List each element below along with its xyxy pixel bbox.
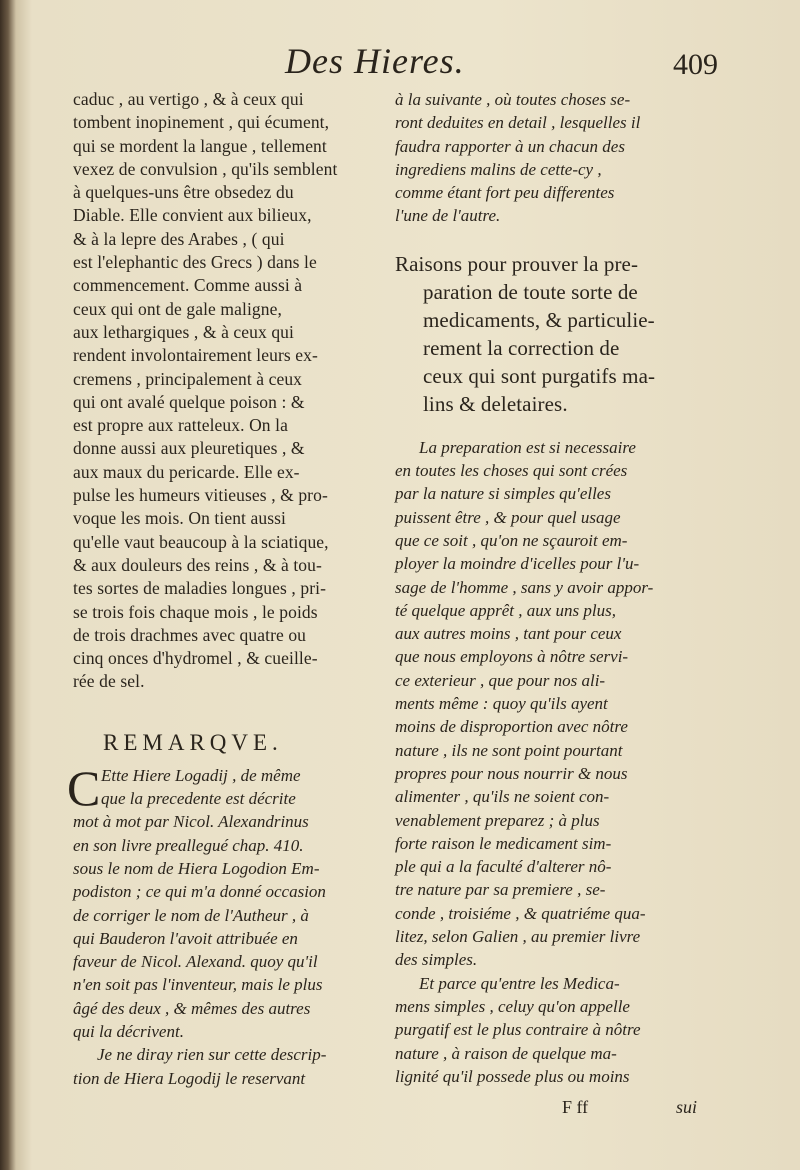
text-line: tombent inopinement , qui écument,: [73, 112, 330, 133]
text-line: est l'elephantic des Grecs ) dans le: [73, 252, 317, 273]
section-heading-line: rement la correction de: [423, 335, 620, 360]
body-line: litez, selon Galien , au premier livre: [395, 927, 641, 947]
section-heading-line: paration de toute sorte de: [423, 279, 638, 304]
text-line: cremens , principalement à ceux: [73, 368, 303, 389]
text-line: à quelques-uns être obsedez du: [73, 182, 294, 203]
text-line: vexez de convulsion , qu'ils semblent: [73, 158, 338, 179]
body-line: nature , ils ne sont point pourtant: [395, 740, 623, 760]
remark-line: [73, 950, 378, 973]
remark-line-text: qui Bauderon l'avoit attribuée en: [73, 928, 298, 948]
section-heading-line: medicaments, & particulie-: [423, 307, 655, 332]
remark-line-text: Ette Hiere Logadij , de même: [101, 765, 301, 785]
body-line: puissent être , & pour quel usage: [395, 507, 621, 527]
body-line: Et parce qu'entre les Medica-: [419, 973, 620, 993]
text-line: qui se mordent la langue , tellement: [73, 135, 327, 156]
remark-line: [73, 973, 378, 996]
body-line: en toutes les choses qui sont crées: [395, 461, 628, 481]
body-line: forte raison le medicament sim-: [395, 833, 612, 853]
section-heading-line: ceux qui sont purgatifs ma-: [423, 363, 656, 388]
text-line: donne aussi aux pleuretiques , &: [73, 438, 305, 459]
intro-line: l'une de l'autre.: [395, 206, 501, 226]
body-line: ce exterieur , que pour nos ali-: [395, 670, 606, 690]
body-line: nature , à raison de quelque ma-: [395, 1043, 617, 1063]
remark-closing-line: tion de Hiera Logodij le reservant: [73, 1068, 306, 1088]
right-column: [395, 88, 715, 1088]
body-line: mens simples , celuy qu'on appelle: [395, 996, 630, 1016]
intro-line: ront deduites en detail , lesquelles il: [395, 113, 641, 133]
remark-line: [73, 787, 378, 810]
remark-line: [73, 997, 378, 1020]
section-body-text: [395, 436, 715, 1088]
body-line: conde , troisiéme , & quatriéme qua-: [395, 903, 646, 923]
remark-line-text: de corriger le nom de l'Autheur , à: [73, 905, 309, 925]
body-line: tre nature par sa premiere , se-: [395, 880, 606, 900]
body-line: que ce soit , qu'on ne sçauroit em-: [395, 530, 628, 550]
text-line: rendent involontairement leurs ex-: [73, 345, 318, 366]
remark-line: [73, 904, 378, 927]
remark-closing-line: Je ne diray rien sur cette descrip-: [97, 1045, 327, 1065]
section-heading: [395, 250, 715, 418]
left-column-text: [73, 88, 378, 694]
remark-line-text: qui la décrivent.: [73, 1021, 184, 1041]
body-line: sage de l'homme , sans y avoir appor-: [395, 577, 654, 597]
text-line: de trois drachmes avec quatre ou: [73, 624, 307, 645]
intro-line: comme étant fort peu differentes: [395, 183, 615, 203]
body-line: propres pour nous nourrir & nous: [395, 763, 628, 783]
text-line: Diable. Elle convient aux bilieux,: [73, 205, 312, 226]
text-line: & aux douleurs des reins , & à tou-: [73, 554, 322, 575]
page-number: 409: [673, 48, 718, 81]
text-line: est propre aux ratteleux. On la: [73, 415, 288, 436]
body-line: ple qui a la faculté d'alterer nô-: [395, 857, 612, 877]
body-line: moins de disproportion avec nôtre: [395, 717, 628, 737]
body-line: lignité qu'il possede plus ou moins: [395, 1066, 630, 1086]
text-line: commencement. Comme aussi à: [73, 275, 303, 296]
body-line: alimenter , qu'ils ne soient con-: [395, 787, 610, 807]
remark-heading: REMARQVE.: [103, 729, 283, 755]
remark-line-text: podiston ; ce qui m'a donné occasion: [73, 882, 326, 902]
text-line: se trois fois chaque mois , le poids: [73, 601, 318, 622]
signature-mark: F ff: [562, 1097, 589, 1117]
body-line: La preparation est si necessaire: [419, 437, 636, 457]
left-column: [67, 88, 378, 1090]
text-line: qui ont avalé quelque poison : &: [73, 391, 305, 412]
body-line: purgatif est le plus contraire à nôtre: [395, 1020, 641, 1040]
remark-line: [73, 834, 378, 857]
remark-line: [73, 1020, 378, 1043]
text-line: aux lethargiques , & à ceux qui: [73, 321, 294, 342]
text-line: ceux qui ont de gale maligne,: [73, 298, 282, 319]
remark-line-text: en son livre preallegué chap. 410.: [73, 835, 304, 855]
body-line: aux autres moins , tant pour ceux: [395, 624, 622, 644]
text-line: voque les mois. On tient aussi: [73, 508, 286, 529]
intro-line: faudra rapporter à un chacun des: [395, 136, 625, 156]
section-heading-line: lins & deletaires.: [423, 391, 568, 416]
body-line: venablement preparez ; à plus: [395, 810, 600, 830]
remark-line-text: âgé des deux , & mêmes des autres: [73, 998, 311, 1018]
intro-text: [395, 88, 715, 228]
text-line: caduc , au vertigo , & à ceux qui: [73, 89, 304, 109]
body-line: que nous employons à nôtre servi-: [395, 647, 629, 667]
text-line: rée de sel.: [73, 671, 145, 692]
intro-line: ingrediens malins de cette-cy ,: [395, 159, 602, 179]
text-line: qu'elle vaut beaucoup à la sciatique,: [73, 531, 329, 552]
remark-closing-text: [73, 1043, 378, 1090]
remark-line-text: mot à mot par Nicol. Alexandrinus: [73, 812, 309, 832]
catchword: sui: [676, 1097, 698, 1117]
body-line: ments même : quoy qu'ils ayent: [395, 694, 608, 714]
remark-line: [73, 880, 378, 903]
drop-cap: C: [67, 759, 101, 816]
remark-text: [67, 759, 378, 1044]
remark-line: [73, 810, 378, 833]
remark-line: [73, 857, 378, 880]
running-title: Des Hieres.: [285, 41, 465, 81]
text-line: & à la lepre des Arabes , ( qui: [73, 228, 285, 249]
remark-line-text: sous le nom de Hiera Logodion Em-: [73, 858, 320, 878]
section-heading-line: Raisons pour prouver la pre-: [395, 251, 639, 276]
body-line: té quelque apprêt , aux uns plus,: [395, 600, 616, 620]
text-line: tes sortes de maladies longues , pri-: [73, 578, 327, 599]
text-line: aux maux du pericarde. Elle ex-: [73, 461, 300, 482]
body-line: par la nature si simples qu'elles: [395, 484, 611, 504]
remark-line: [73, 927, 378, 950]
body-line: ployer la moindre d'icelles pour l'u-: [395, 554, 640, 574]
text-line: cinq onces d'hydromel , & cueille-: [73, 648, 318, 669]
remark-line-text: faveur de Nicol. Alexand. quoy qu'il: [73, 952, 318, 972]
remark-line-text: que la precedente est décrite: [101, 789, 296, 809]
body-line: des simples.: [395, 950, 478, 970]
remark-line-text: n'en soit pas l'inventeur, mais le plus: [73, 975, 323, 995]
text-line: pulse les humeurs vitieuses , & pro-: [73, 485, 328, 506]
intro-line: à la suivante , où toutes choses se-: [395, 90, 631, 109]
